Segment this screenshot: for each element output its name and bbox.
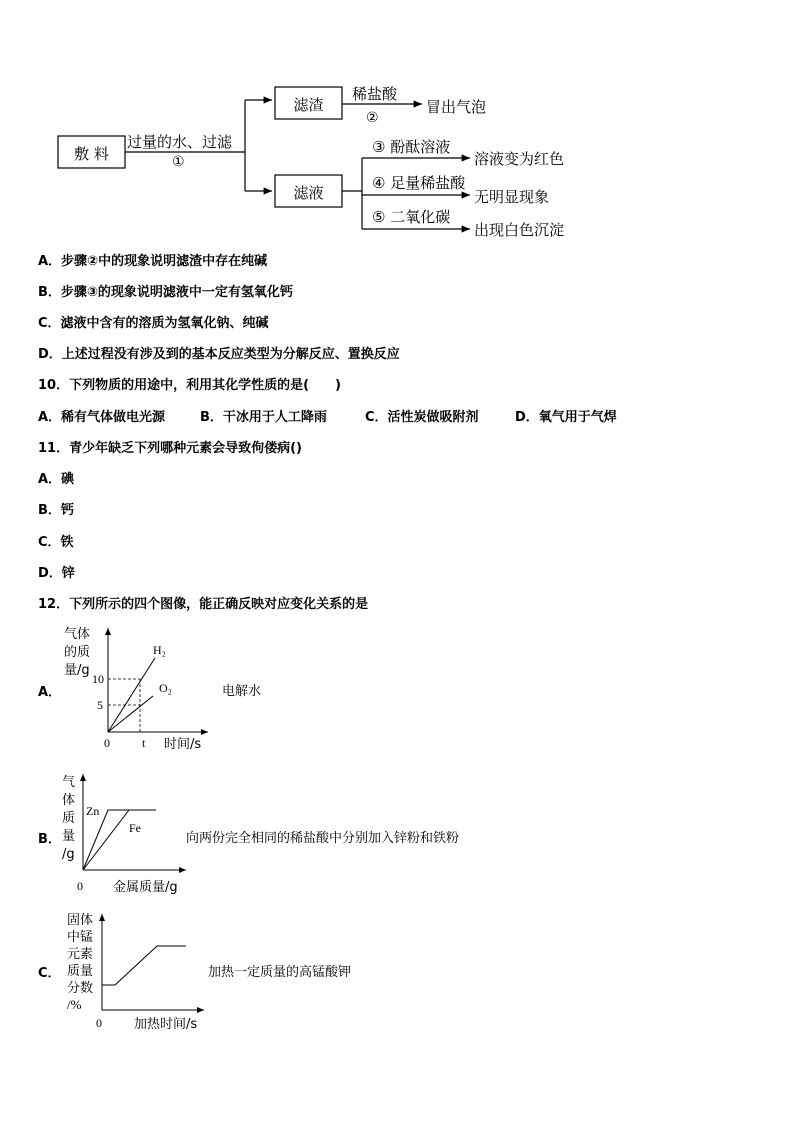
step2-reagent: 稀盐酸 [352,85,398,103]
step2-number: ② [366,110,379,126]
step1-label: 过量的水、过滤 [127,133,233,151]
graph-b-xlabel: 金属质量/g [113,880,178,895]
q10-option-c: C．活性炭做吸附剂 [365,410,479,425]
start-label: 敷 料 [74,145,109,163]
q11-option-d: D．锌 [38,566,75,581]
graph-b-ylabel-3: 质 [62,811,76,826]
graph-b-ylabel-1: 气 [62,775,76,790]
graph-c-line [102,946,186,985]
q12-graph-c-label: C． [38,966,61,981]
graph-c-ylabel-1: 固体 [67,913,94,928]
graph-b-ylabel-5: /g [62,847,75,862]
graph-c-ylabel-4: 质量 [67,964,94,979]
graph-c-ylabel-6: /% [67,997,82,1012]
graph-b-ylabel-4: 量 [62,829,76,844]
q11-option-a: A．碘 [38,472,75,487]
graph-b-zn-line [83,810,156,870]
q12-graph-b-caption: 向两份完全相同的稀盐酸中分别加入锌粉和铁粉 [186,831,460,846]
graph-c-ylabel-5: 分数 [67,981,94,996]
q9-option-b: B．步骤③的现象说明滤液中一定有氢氧化钙 [38,285,293,300]
q10-stem: 10．下列物质的用途中，利用其化学性质的是( ) [38,378,341,393]
step2-result: 冒出气泡 [426,98,487,116]
graph-a-tick-5: 5 [97,698,103,712]
q9-option-a: A．步骤②中的现象说明滤渣中存在纯碱 [38,254,268,269]
graph-b-fe-line [83,810,129,870]
q12-graph-a [60,622,220,752]
q10-option-a: A．稀有气体做电光源 [38,410,166,425]
step5-result: 出现白色沉淀 [474,221,565,239]
q12-graph-a-label: A． [38,685,62,700]
graph-a-o2-line [108,696,153,732]
step4-result: 无明显现象 [474,188,550,206]
q12-graph-c [60,910,210,1035]
q9-option-c: C．滤液中含有的溶质为氢氧化钠、纯碱 [38,316,269,331]
graph-c-xlabel: 加热时间/s [134,1017,198,1032]
graph-a-h2-line [108,658,155,732]
q11-option-b: B．钙 [38,503,74,518]
q12-stem: 12．下列所示的四个图像，能正确反映对应变化关系的是 [38,597,369,612]
step3-reagent: ③ 酚酞溶液 [372,138,451,156]
graph-c-ylabel-3: 元素 [67,947,94,962]
graph-a-xlabel: 时间/s [164,737,202,752]
graph-a-ylabel-2: 的质 [64,645,91,660]
q12-graph-a-caption: 电解水 [222,684,262,699]
graph-b-zn-label: Zn [86,804,100,818]
graph-b-ylabel-2: 体 [62,793,76,808]
q12-graph-b-label: B． [38,832,61,847]
step1-number: ① [172,154,185,170]
graph-a-o2-label: O₂ [159,681,172,695]
residue-label: 滤渣 [293,96,324,114]
q11-option-c: C．铁 [38,535,74,550]
graph-a-ylabel-3: 量/g [64,663,90,678]
graph-c-ylabel-2: 中锰 [67,930,94,945]
q9-option-d: D．上述过程没有涉及到的基本反应类型为分解反应、置换反应 [38,347,400,362]
q10-option-d: D．氧气用于气焊 [515,410,617,425]
q12-graph-c-caption: 加热一定质量的高锰酸钾 [208,965,352,980]
graph-b-fe-label: Fe [129,821,141,835]
graph-c-origin: 0 [96,1016,102,1030]
graph-b-origin: 0 [77,879,83,893]
graph-a-origin: 0 [104,736,110,750]
step3-result: 溶液变为红色 [474,150,565,168]
graph-a-tick-10: 10 [92,672,104,686]
q12-graph-b [58,770,198,900]
step5-reagent: ⑤ 二氧化碳 [372,208,451,226]
graph-a-h2-label: H₂ [153,643,166,657]
graph-a-tick-t: t [142,736,146,750]
step4-reagent: ④ 足量稀盐酸 [372,174,466,192]
q11-stem: 11．青少年缺乏下列哪种元素会导致佝偻病() [38,441,302,456]
graph-a-ylabel-1: 气体 [64,627,91,642]
filtrate-label: 滤液 [293,184,324,202]
q10-option-b: B．干冰用于人工降雨 [200,410,327,425]
